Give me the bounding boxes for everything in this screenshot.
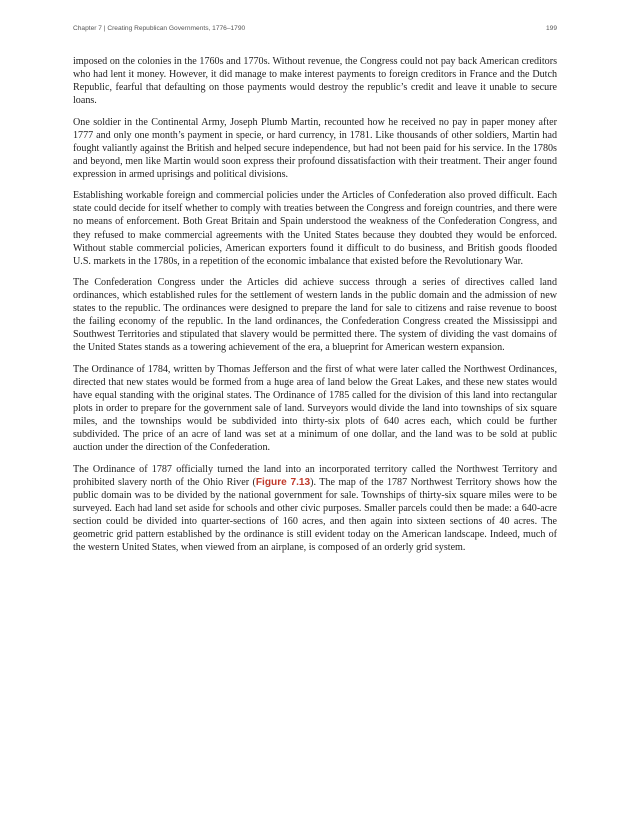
paragraph-ordinance-1784: The Ordinance of 1784, written by Thomas Jefferson and the first of what were later called the Northwest Ordinances, directed that new states would be formed from a huge area of land below the Great Lakes, and these new states would have equal standing with the original states. The Ordinance of 1785 called for the division of this land into rectangular plots in order to prepare for the government sale of land. Surveyors would divide the land into townships of six square miles, and the townships would be subdivided into thirty-six plots of 640 acres each, which could be further subdivided. The price of an acre of land was set at a minimum of one dollar, and the land was to be sold at public auction under the direction of the Confederation. [73, 363, 557, 454]
running-header [73, 25, 557, 37]
paragraph-land-ordinances: The Confederation Congress under the Articles did achieve success through a series of directives called land ordinances, which established rules for the settlement of western lands in the public domain and the admission of new states to the republic. The ordinances were designed to prepare the land for sale to citizens and raise revenue to boost the failing economy of the republic. In the land ordinances, the Confederation Congress created the Mississippi and Southwest Territories and stipulated that slavery would be permitted there. The system of dividing the vast domains of the United States stands as a towering achievement of the era, a blueprint for American western expansion. [73, 276, 557, 354]
chapter-title: Chapter 7 | Creating Republican Governments, 1776–1790 [73, 25, 246, 32]
paragraph-joseph-plumb-martin: One soldier in the Continental Army, Joseph Plumb Martin, recounted how he received no pay in paper money after 1777 and only one month’s payment in specie, or hard currency, in 1781. Like thousands of other soldiers, Martin had fought valiantly against the British and helped secure independence, but had not been paid for his service. In the 1780s and beyond, men like Martin would soon express their profound dissatisfaction with their treatment. Their anger found expression in armed uprisings and political divisions. [73, 116, 557, 180]
paragraph-text-after-link: ). The map of the 1787 Northwest Territory shows how the public domain was to be divided by the national government for sale. Townships of thirty-six square miles were to be surveyed. Each had land set aside for schools and other civic purposes. Smaller parcels could then be made: a 640-acre section could be divided into quarter-sections of 160 acres, and then again into sixteen sections of 40 acres. The geometric grid pattern established by the ordinance is still evident today on the American landscape. Indeed, much of the western United States, when viewed from an airplane, is composed of an orderly grid system. [73, 476, 557, 554]
page-number: 199 [545, 25, 557, 32]
paragraph-revenue: imposed on the colonies in the 1760s and 1770s. Without revenue, the Congress could not pay back American creditors who had lent it money. However, it did manage to make interest payments to foreign creditors in France and the Dutch Republic, fearful that defaulting on those payments would destroy the republic’s credit and leave it unable to secure loans. [73, 56, 557, 107]
body-content [73, 55, 557, 562]
paragraph-ordinance-1787 [73, 463, 557, 555]
paragraph-text-before-link: The Ordinance of 1787 officially turned the land into an incorporated territory called the Northwest Territory and prohibited slavery north of the Ohio River ( [73, 463, 557, 488]
paragraph-foreign-policy: Establishing workable foreign and commercial policies under the Articles of Confederation also proved difficult. Each state could decide for itself whether to comply with treaties between the Congress and foreign countries, and there were no means of enforcement. Both Great Britain and Spain understood the weakness of the Confederation Congress, and they refused to make commercial agreements with the United States because they doubted they would be enforced. Without stable commercial policies, American exporters found it difficult to do business, and British goods flooded U.S. markets in the 1780s, in a repetition of the economic imbalance that existed before the Revolutionary War. [73, 190, 557, 267]
figure-reference-link[interactable]: Figure 7.13 [255, 476, 311, 488]
